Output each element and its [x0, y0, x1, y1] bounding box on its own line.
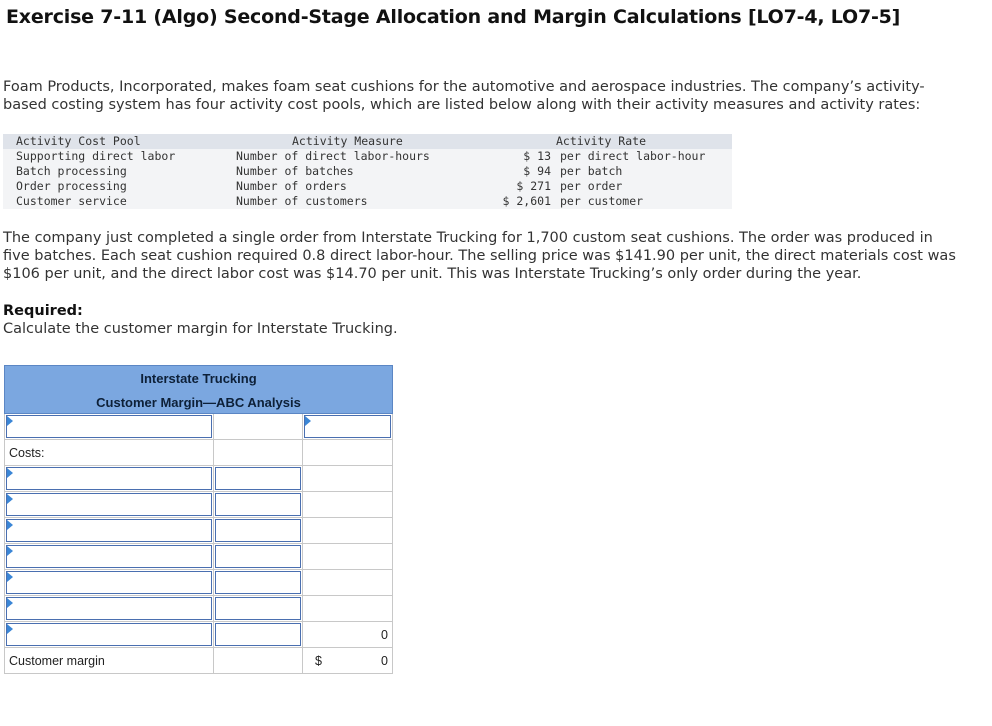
cost-amount-input[interactable]: [215, 597, 301, 620]
customer-margin-label: Customer margin: [9, 654, 105, 668]
required-heading: Required:: [3, 303, 83, 319]
cost-label-dropdown[interactable]: [6, 623, 212, 646]
activity-rate: $ 2,601: [502, 194, 551, 208]
header-rate: Activity Rate: [556, 134, 647, 148]
activity-measure: Number of orders: [236, 179, 347, 193]
total-costs-value: 0: [381, 628, 388, 642]
cost-amount-input[interactable]: [215, 493, 301, 516]
activity-row: [3, 179, 732, 194]
pool-name: Order processing: [16, 179, 127, 193]
cost-label-dropdown[interactable]: [6, 493, 212, 516]
cost-row: [4, 518, 393, 544]
header-measure: Activity Measure: [292, 134, 403, 148]
intro-paragraph: Foam Products, Incorporated, makes foam seat cushions for the automotive and aerospace industries. The company’s activity-based costing system has four activity cost pools, which are listed below along with their activity measures and activity rates:: [3, 79, 925, 113]
currency-symbol: $: [315, 654, 322, 668]
cost-row: [4, 622, 393, 648]
sales-label-dropdown[interactable]: [6, 415, 212, 438]
cost-label-dropdown[interactable]: [6, 467, 212, 490]
cost-amount-input[interactable]: [215, 545, 301, 568]
activity-rate: $ 271: [516, 179, 551, 193]
cost-label-dropdown[interactable]: [6, 545, 212, 568]
cost-label-dropdown[interactable]: [6, 571, 212, 594]
sales-row: [4, 414, 393, 440]
required-text: Calculate the customer margin for Interstate Trucking.: [3, 321, 398, 337]
cost-label-dropdown[interactable]: [6, 519, 212, 542]
activity-table-header: [3, 134, 732, 149]
cost-row: [4, 570, 393, 596]
cost-row: [4, 466, 393, 492]
activity-rate: $ 94: [523, 164, 551, 178]
cost-amount-input[interactable]: [215, 571, 301, 594]
analysis-title: Customer Margin—ABC Analysis: [96, 395, 301, 410]
activity-row: [3, 149, 732, 164]
cost-row: [4, 596, 393, 622]
order-details-paragraph: The company just completed a single order from Interstate Trucking for 1,700 custom seat cushions. The order was produced in five batches. Each seat cushion required 0.8 direct labor-hour. The selling price was $141.90 per unit, the direct materials cost was $106 per unit, and the direct labor cost was $14.70 per unit. This was Interstate Trucking’s only order during the year.: [3, 230, 956, 282]
customer-name-title: Interstate Trucking: [140, 371, 257, 386]
activity-rate: $ 13: [523, 149, 551, 163]
costs-heading-row: [4, 440, 393, 466]
customer-margin-value: 0: [381, 654, 388, 668]
customer-margin-table: [4, 365, 393, 674]
activity-rate-table: [3, 134, 732, 209]
exercise-title: Exercise 7-11 (Algo) Second-Stage Allocation and Margin Calculations [LO7-4, LO7-5]: [6, 6, 901, 28]
answer-table-header: [4, 365, 393, 414]
cost-amount-input[interactable]: [215, 519, 301, 542]
rate-unit: per customer: [560, 194, 644, 208]
pool-name: Customer service: [16, 194, 127, 208]
rate-unit: per direct labor-hour: [560, 149, 706, 163]
cost-amount-input[interactable]: [215, 623, 301, 646]
cost-label-dropdown[interactable]: [6, 597, 212, 620]
cost-amount-input[interactable]: [215, 467, 301, 490]
rate-unit: per order: [560, 179, 623, 193]
pool-name: Supporting direct labor: [16, 149, 176, 163]
activity-measure: Number of customers: [236, 194, 368, 208]
customer-margin-row: [4, 648, 393, 674]
cost-row: [4, 492, 393, 518]
rate-unit: per batch: [560, 164, 623, 178]
pool-name: Batch processing: [16, 164, 127, 178]
activity-measure: Number of batches: [236, 164, 354, 178]
sales-amount-input[interactable]: [304, 415, 391, 438]
cost-row: [4, 544, 393, 570]
activity-row: [3, 164, 732, 179]
header-pool: Activity Cost Pool: [16, 134, 141, 148]
costs-label: Costs:: [9, 446, 45, 460]
activity-row: [3, 194, 732, 209]
activity-measure: Number of direct labor-hours: [236, 149, 430, 163]
